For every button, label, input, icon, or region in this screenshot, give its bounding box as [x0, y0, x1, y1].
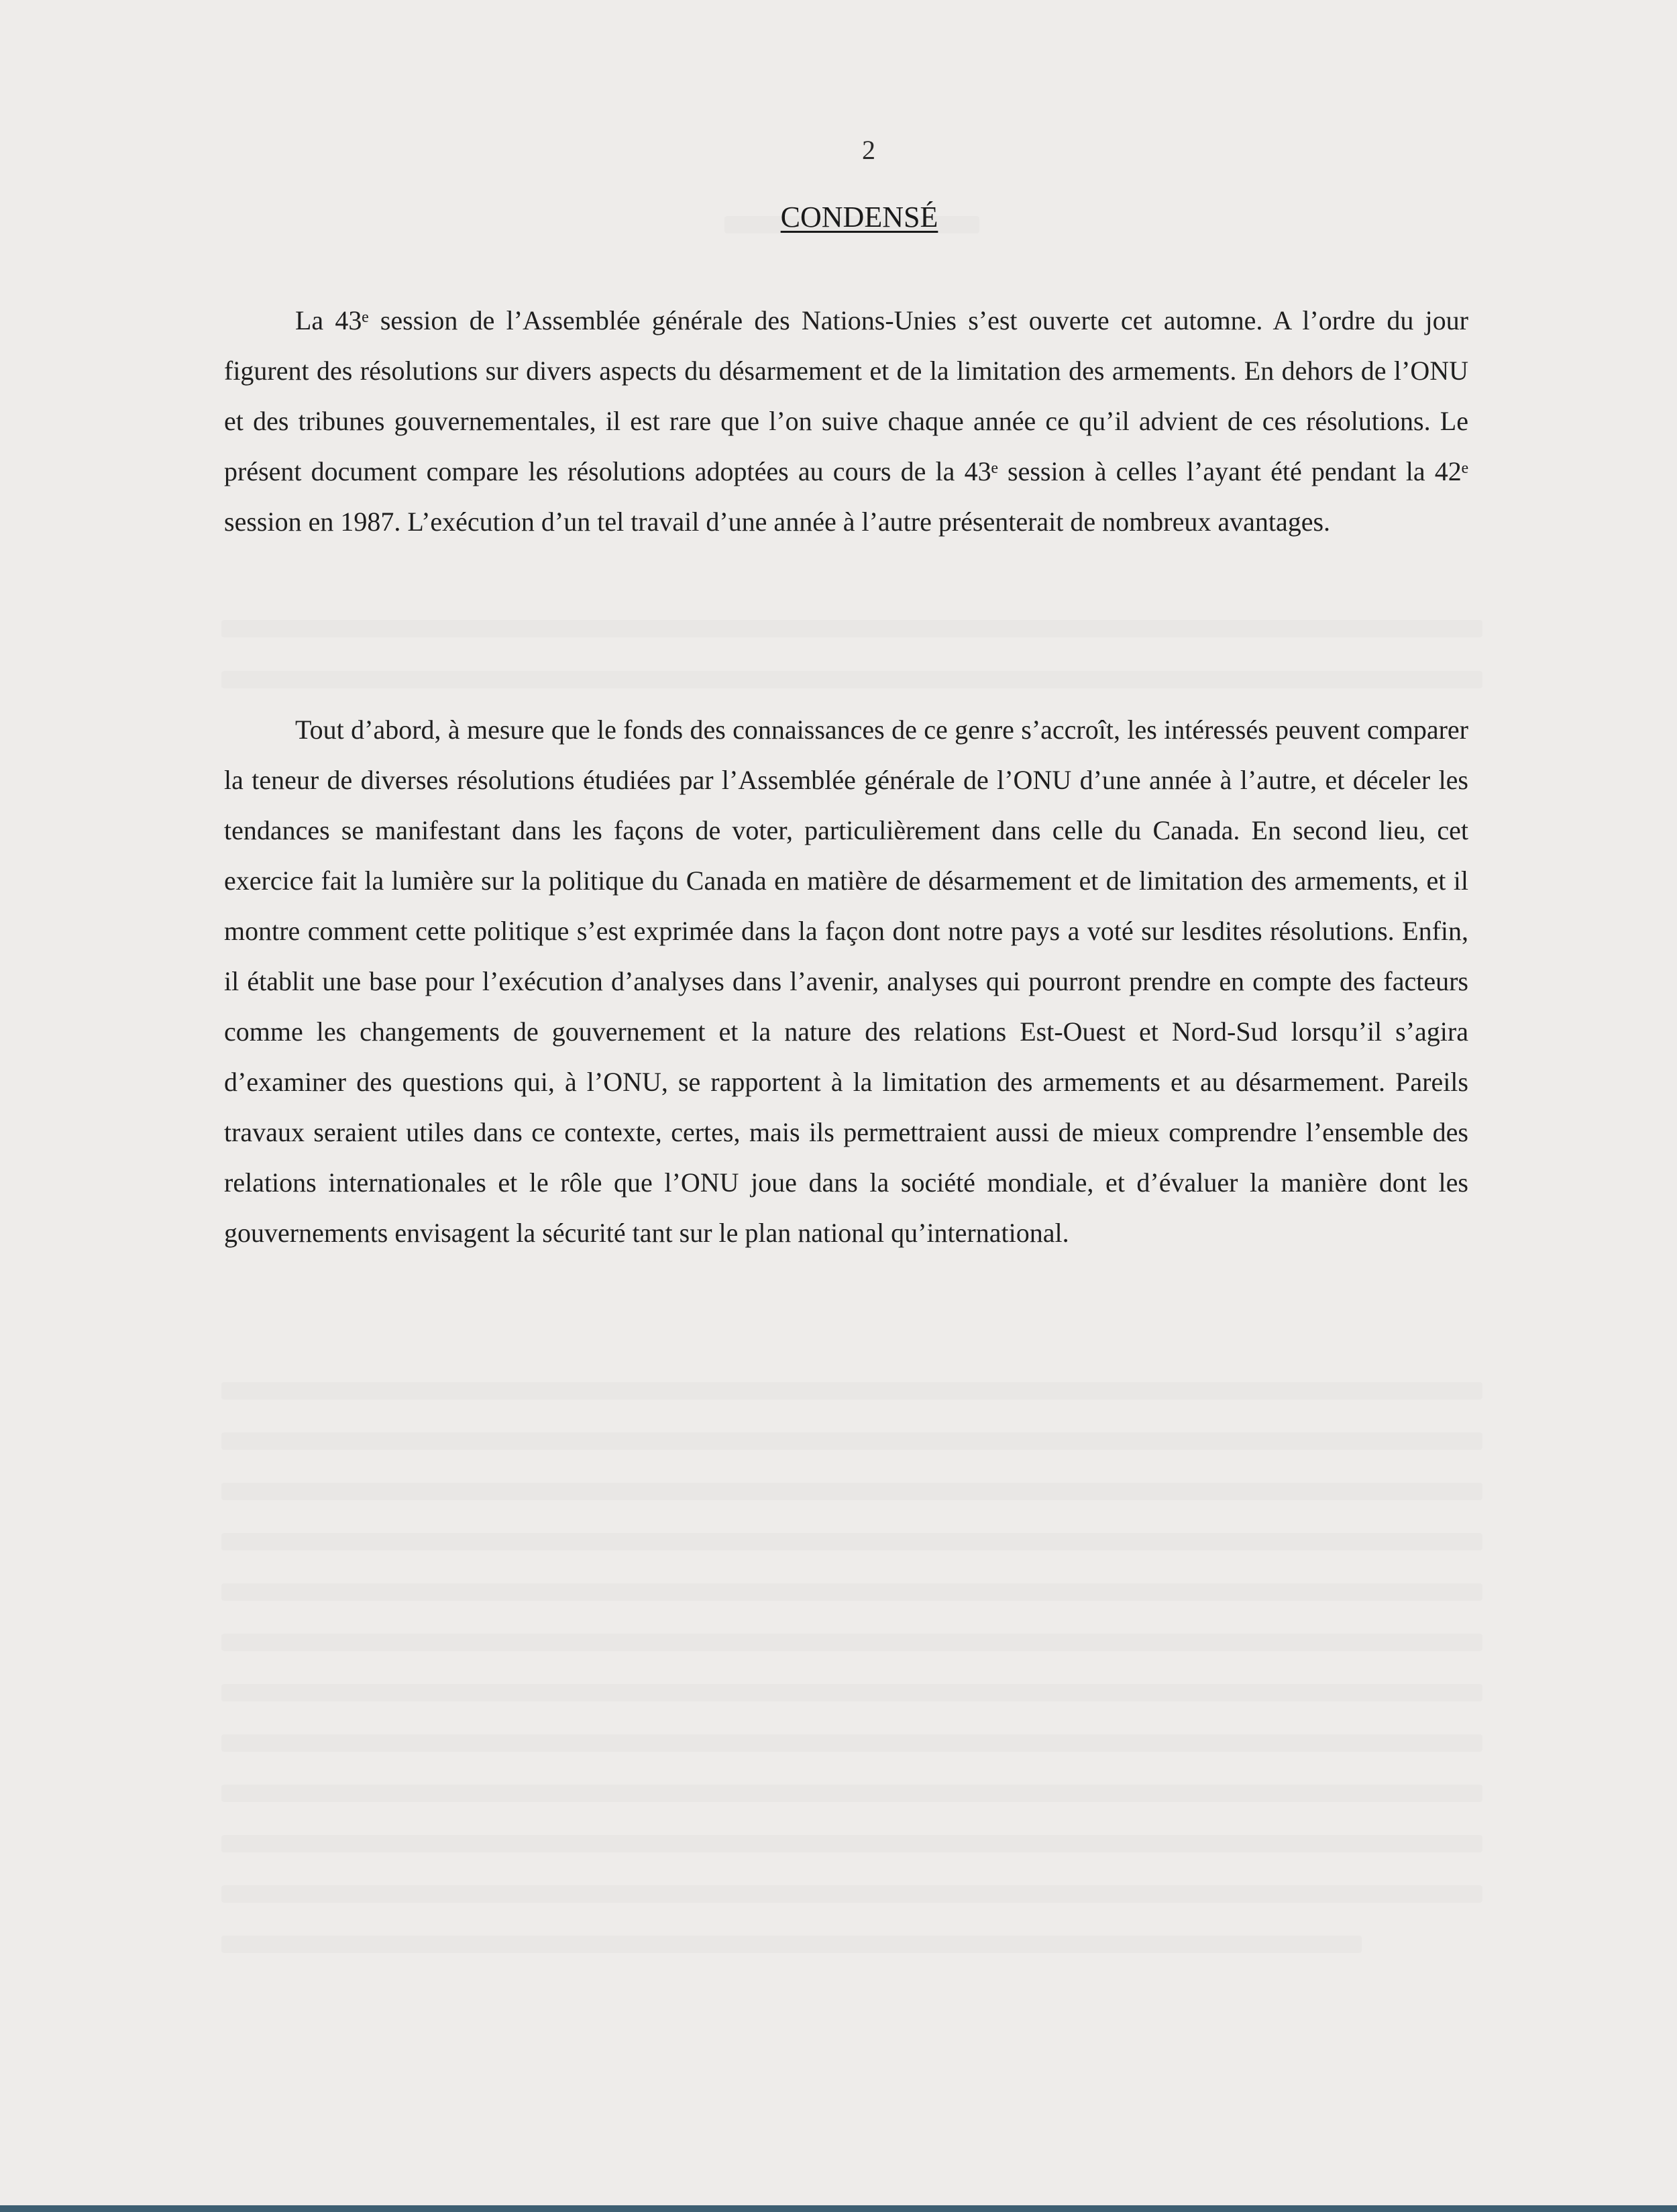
show-through-mark	[221, 1684, 1482, 1701]
paragraph-1	[224, 295, 1468, 547]
page-title: CONDENSÉ	[780, 201, 938, 233]
show-through-mark	[221, 1936, 1362, 1953]
show-through-mark	[221, 1885, 1482, 1903]
paragraph-2	[224, 704, 1468, 1258]
show-through-mark	[221, 1734, 1482, 1752]
show-through-mark	[221, 1382, 1482, 1400]
paragraph-2-text: Tout d’abord, à mesure que le fonds des connaissances de ce genre s’accroît, les intéressés peuvent comparer la teneur de diverses résolutions étudiées par l’Assemblée générale de l’ONU d’une année à l’autre, et déceler les tendances se manifestant dans les façons de voter, particulièrement dans celle du Canada. En second lieu, cet exercice fait la lumière sur la politique du Canada en matière de désarmement et de limitation des armements, et il montre comment cette politique s’est exprimée dans la façon dont notre pays a voté sur lesdites résolutions. Enfin, il établit une base pour l’exécution d’analyses dans l’avenir, analyses qui pourront prendre en compte des facteurs comme les changements de gouvernement et la nature des relations Est-Ouest et Nord-Sud lorsqu’il s’agira d’examiner des questions qui, à l’ONU, se rapportent à la limitation des armements et au désarmement. Pareils travaux seraient utiles dans ce contexte, certes, mais ils permettraient aussi de mieux comprendre l’ensemble des relations internationales et le rôle que l’ONU joue dans la société mondiale, et d’évaluer la manière dont les gouvernements envisagent la sécurité tant sur le plan national qu’international.	[224, 715, 1468, 1248]
scan-bottom-edge	[0, 2205, 1677, 2212]
paragraph-1-text: La 43ᵉ session de l’Assemblée générale des Nations-Unies s’est ouverte cet automne. A l’ordre du jour figurent des résolutions sur divers aspects du désarmement et de la limitation des armements. En dehors de l’ONU et des tribunes gouvernementales, il est rare que l’on suive chaque année ce qu’il advient de ces résolutions. Le présent document compare les résolutions adoptées au cours de la 43ᵉ session à celles l’ayant été pendant la 42ᵉ session en 1987. L’exécution d’un tel travail d’une année à l’autre présenterait de nombreux avantages.	[224, 305, 1468, 537]
show-through-mark	[221, 1432, 1482, 1450]
show-through-mark	[221, 620, 1482, 637]
show-through-mark	[221, 1533, 1482, 1550]
show-through-mark	[221, 1785, 1482, 1802]
page-number: 2	[862, 135, 875, 165]
show-through-mark	[221, 1634, 1482, 1651]
show-through-mark	[221, 1835, 1482, 1852]
show-through-mark	[221, 1583, 1482, 1601]
show-through-mark	[221, 1483, 1482, 1500]
show-through-mark	[221, 671, 1482, 688]
